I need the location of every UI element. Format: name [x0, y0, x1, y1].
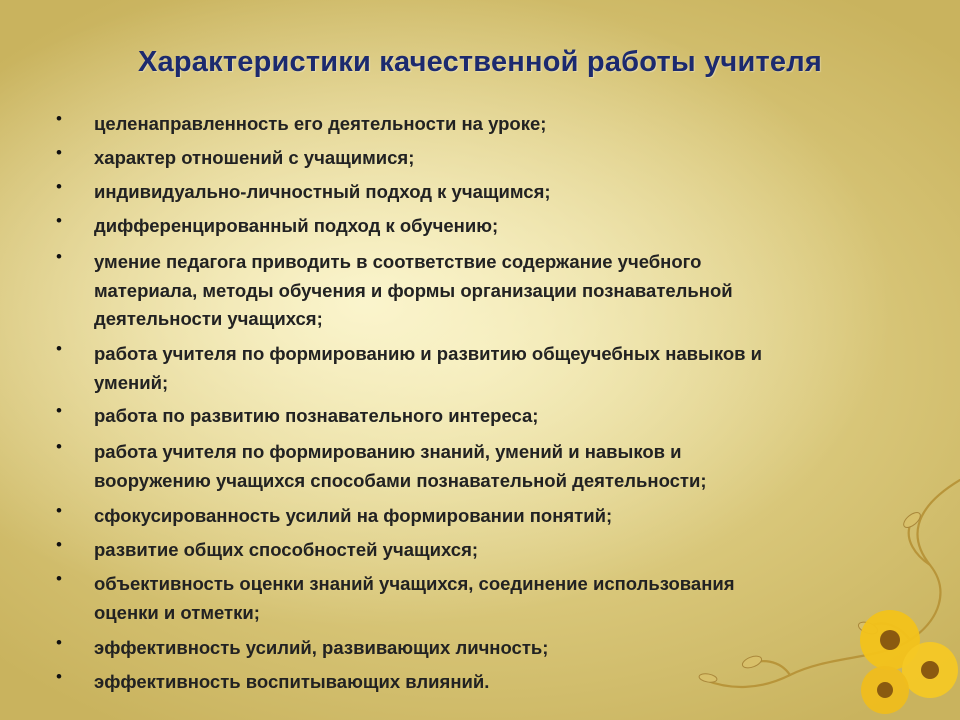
- flower-vine-decoration: [660, 470, 960, 720]
- bullet-icon: •: [56, 143, 62, 162]
- bullet-icon: •: [56, 633, 62, 652]
- bullet-icon: •: [56, 339, 62, 358]
- bullet-icon: •: [56, 247, 62, 266]
- list-item-text: работа учителя по формированию знаний, умений и навыков и: [94, 441, 682, 462]
- list-item-text: вооружению учащихся способами познавательной деятельности;: [94, 469, 707, 491]
- bullet-icon: •: [56, 535, 62, 554]
- bullet-icon: •: [56, 569, 62, 588]
- list-item-text: умений;: [94, 371, 169, 393]
- list-item: [56, 144, 876, 173]
- list-item-text: эффективность воспитывающих влияний.: [94, 671, 490, 692]
- list-item-text: работа учителя по формированию и развитию общеучебных навыков и: [94, 343, 763, 364]
- bullet-icon: •: [56, 437, 62, 456]
- list-item-text: индивидуально-личностный подход к учащимся;: [94, 181, 551, 202]
- flower-icon: [860, 610, 958, 714]
- bullet-icon: •: [56, 401, 62, 420]
- list-item-text: умение педагога приводить в соответствие содержание учебного: [94, 251, 702, 272]
- list-item-text: деятельности учащихся;: [94, 308, 323, 329]
- list-item-text: эффективность усилий, развивающих личность;: [94, 637, 549, 658]
- list-item: [56, 402, 876, 431]
- list-item: [56, 110, 876, 139]
- list-item: [56, 212, 876, 241]
- list-item-text: развитие общих способностей учащихся;: [94, 539, 479, 560]
- list-item: [56, 248, 876, 334]
- bullet-icon: •: [56, 501, 62, 520]
- bullet-icon: •: [56, 109, 62, 128]
- list-item-text: работа по развитию познавательного интереса;: [94, 405, 539, 426]
- bullet-icon: •: [56, 177, 62, 196]
- list-item-text: оценки и отметки;: [94, 601, 260, 623]
- list-item: [56, 340, 876, 397]
- list-item-text: материала, методы обучения и формы организации познавательной: [94, 279, 733, 301]
- list-item-text: дифференцированный подход к обучению;: [94, 215, 499, 236]
- bullet-icon: •: [56, 667, 62, 686]
- list-item-text: целенаправленность его деятельности на уроке;: [94, 113, 547, 134]
- list-item-text: объективность оценки знаний учащихся, соединение использования: [94, 573, 735, 594]
- bullet-icon: •: [56, 211, 62, 230]
- list-item-text: сфокусированность усилий на формировании понятий;: [94, 505, 613, 526]
- slide-title: Характеристики качественной работы учителя: [138, 46, 822, 78]
- list-item: [56, 178, 876, 207]
- list-item-text: характер отношений с учащимися;: [94, 147, 415, 168]
